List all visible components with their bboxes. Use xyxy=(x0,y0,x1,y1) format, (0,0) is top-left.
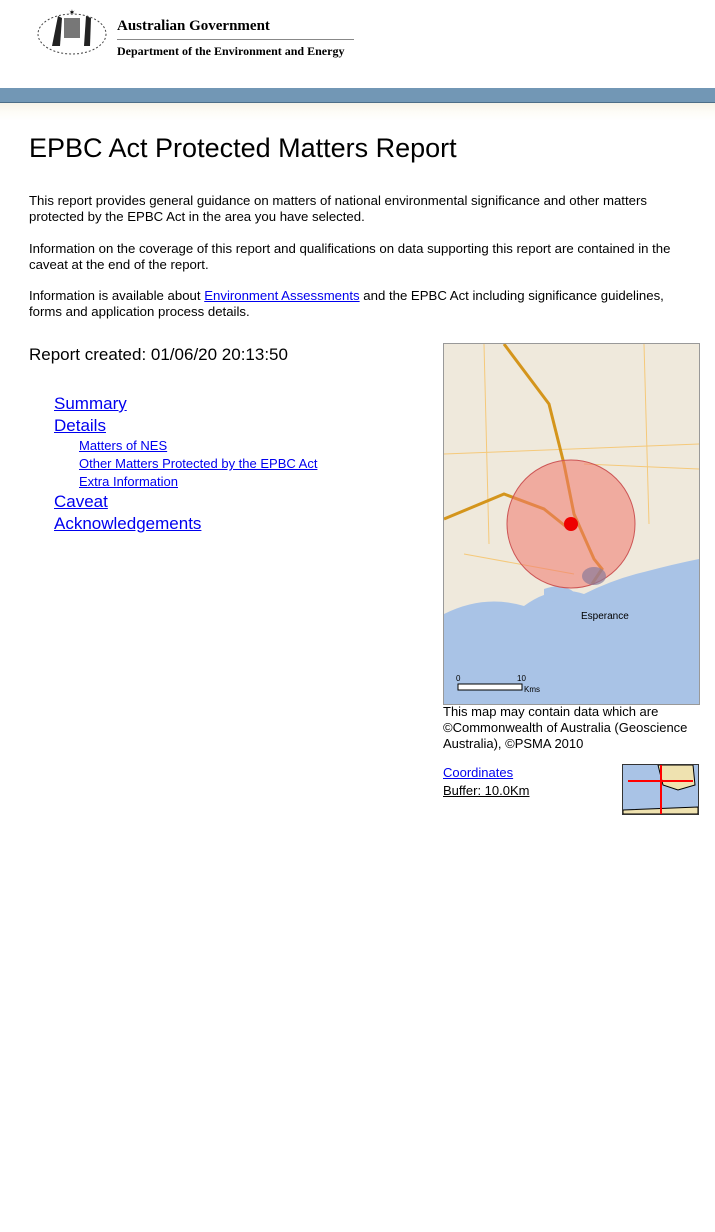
toc-summary[interactable]: Summary xyxy=(54,394,127,413)
gov-name: Australian Government xyxy=(117,18,270,34)
svg-text:✶: ✶ xyxy=(68,8,76,17)
environment-assessments-link[interactable]: Environment Assessments xyxy=(204,288,360,303)
toc-extra-information[interactable]: Extra Information xyxy=(79,474,178,489)
report-created: Report created: 01/06/20 20:13:50 xyxy=(29,345,288,364)
map-place-label: Esperance xyxy=(581,611,629,622)
coordinates-link[interactable]: Coordinates xyxy=(443,765,514,780)
scale-0: 0 xyxy=(456,674,461,683)
scale-10: 10 xyxy=(517,674,526,683)
intro-text: This report provides general guidance on matters of national environmental significance and other matters protected by the EPBC Act in the area you have selected. xyxy=(29,193,647,224)
buffer-label: Buffer: 10.0Km xyxy=(443,783,530,798)
header-band xyxy=(0,88,715,103)
coverage-text: Information on the coverage of this report and qualifications on data supporting this report are contained in the caveat at the end of the report. xyxy=(29,241,671,272)
info-post: and the EPBC Act including significance guidelines, forms and application process details. xyxy=(29,288,664,319)
table-of-contents xyxy=(54,393,317,535)
toc-caveat[interactable]: Caveat xyxy=(54,492,108,511)
header xyxy=(0,0,715,88)
dept-name: Department of the Environment and Energy xyxy=(117,44,345,58)
toc-matters-of-nes[interactable]: Matters of NES xyxy=(79,438,168,453)
map-copyright-note: This map may contain data which are ©Commonwealth of Australia (Geoscience Australia), ©PSMA 2010 xyxy=(443,704,688,751)
page-title: EPBC Act Protected Matters Report xyxy=(29,133,457,163)
info-text xyxy=(29,288,699,320)
toc-details[interactable]: Details xyxy=(54,416,106,435)
australia-locator-map xyxy=(622,764,699,815)
coat-of-arms-logo xyxy=(34,6,110,60)
location-map xyxy=(443,343,700,705)
toc-other-matters[interactable]: Other Matters Protected by the EPBC Act xyxy=(79,456,318,471)
scale-unit: Kms xyxy=(524,685,540,694)
location-marker xyxy=(564,517,578,531)
info-pre: Information is available about xyxy=(29,288,205,303)
toc-acknowledgements[interactable]: Acknowledgements xyxy=(54,514,202,533)
